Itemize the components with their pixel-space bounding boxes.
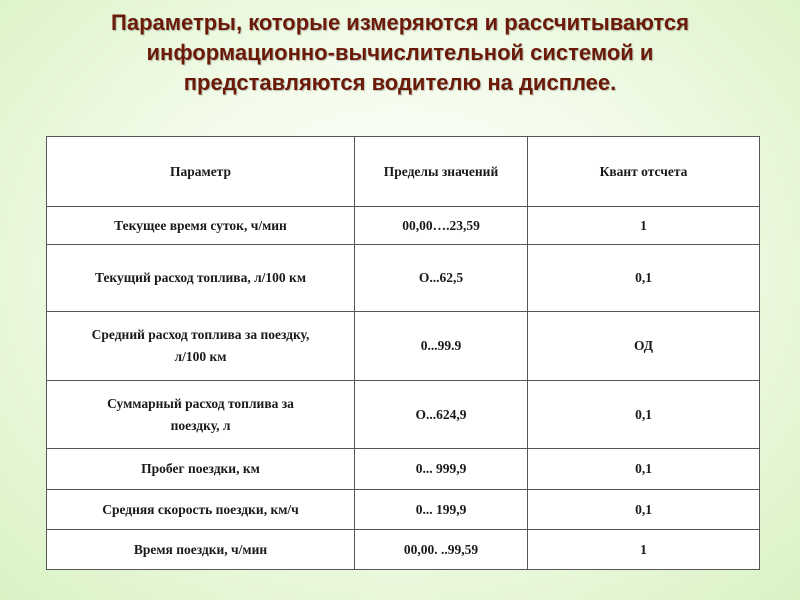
cell-quant: 1 bbox=[528, 207, 760, 245]
title-line-3: представляются водителю на дисплее. bbox=[183, 70, 617, 95]
table-row bbox=[47, 490, 760, 530]
cell-parameter-line-2: поездку, л bbox=[170, 417, 231, 433]
cell-quant: ОД bbox=[528, 312, 760, 381]
cell-range: 0... 199,9 bbox=[355, 490, 528, 530]
title-line-1: Параметры, которые измеряются и рассчитываются bbox=[111, 10, 689, 35]
cell-parameter-line-1: Суммарный расход топлива за bbox=[107, 395, 294, 411]
parameters-table bbox=[46, 136, 760, 570]
table-row bbox=[47, 245, 760, 312]
header-range: Пределы значений bbox=[355, 137, 528, 207]
cell-quant: 0,1 bbox=[528, 381, 760, 449]
table-header-row bbox=[47, 137, 760, 207]
cell-quant: 0,1 bbox=[528, 245, 760, 312]
cell-quant: 0,1 bbox=[528, 449, 760, 490]
table-row bbox=[47, 381, 760, 449]
page-title bbox=[20, 8, 780, 98]
cell-range: О...624,9 bbox=[355, 381, 528, 449]
cell-parameter bbox=[47, 312, 355, 381]
cell-parameter: Время поездки, ч/мин bbox=[47, 530, 355, 570]
cell-parameter: Текущий расход топлива, л/100 км bbox=[47, 245, 355, 312]
cell-range: О...62,5 bbox=[355, 245, 528, 312]
cell-parameter-line-1: Средний расход топлива за поездку, bbox=[91, 327, 310, 342]
table-row bbox=[47, 207, 760, 245]
cell-quant: 0,1 bbox=[528, 490, 760, 530]
header-quant: Квант отсчета bbox=[528, 137, 760, 207]
cell-parameter bbox=[47, 381, 355, 449]
cell-range: 00,00. ..99,59 bbox=[355, 530, 528, 570]
title-line-2: информационно-вычислительной системой и bbox=[146, 40, 654, 65]
cell-parameter-line-2: л/100 км bbox=[174, 349, 227, 364]
cell-parameter: Средняя скорость поездки, км/ч bbox=[47, 490, 355, 530]
cell-range: 0... 999,9 bbox=[355, 449, 528, 490]
cell-range: 0...99.9 bbox=[355, 312, 528, 381]
table-row bbox=[47, 449, 760, 490]
header-parameter: Параметр bbox=[47, 137, 355, 207]
cell-range: 00,00….23,59 bbox=[355, 207, 528, 245]
cell-parameter: Текущее время суток, ч/мин bbox=[47, 207, 355, 245]
table-row bbox=[47, 312, 760, 381]
cell-quant: 1 bbox=[528, 530, 760, 570]
cell-parameter: Пробег поездки, км bbox=[47, 449, 355, 490]
table-row bbox=[47, 530, 760, 570]
